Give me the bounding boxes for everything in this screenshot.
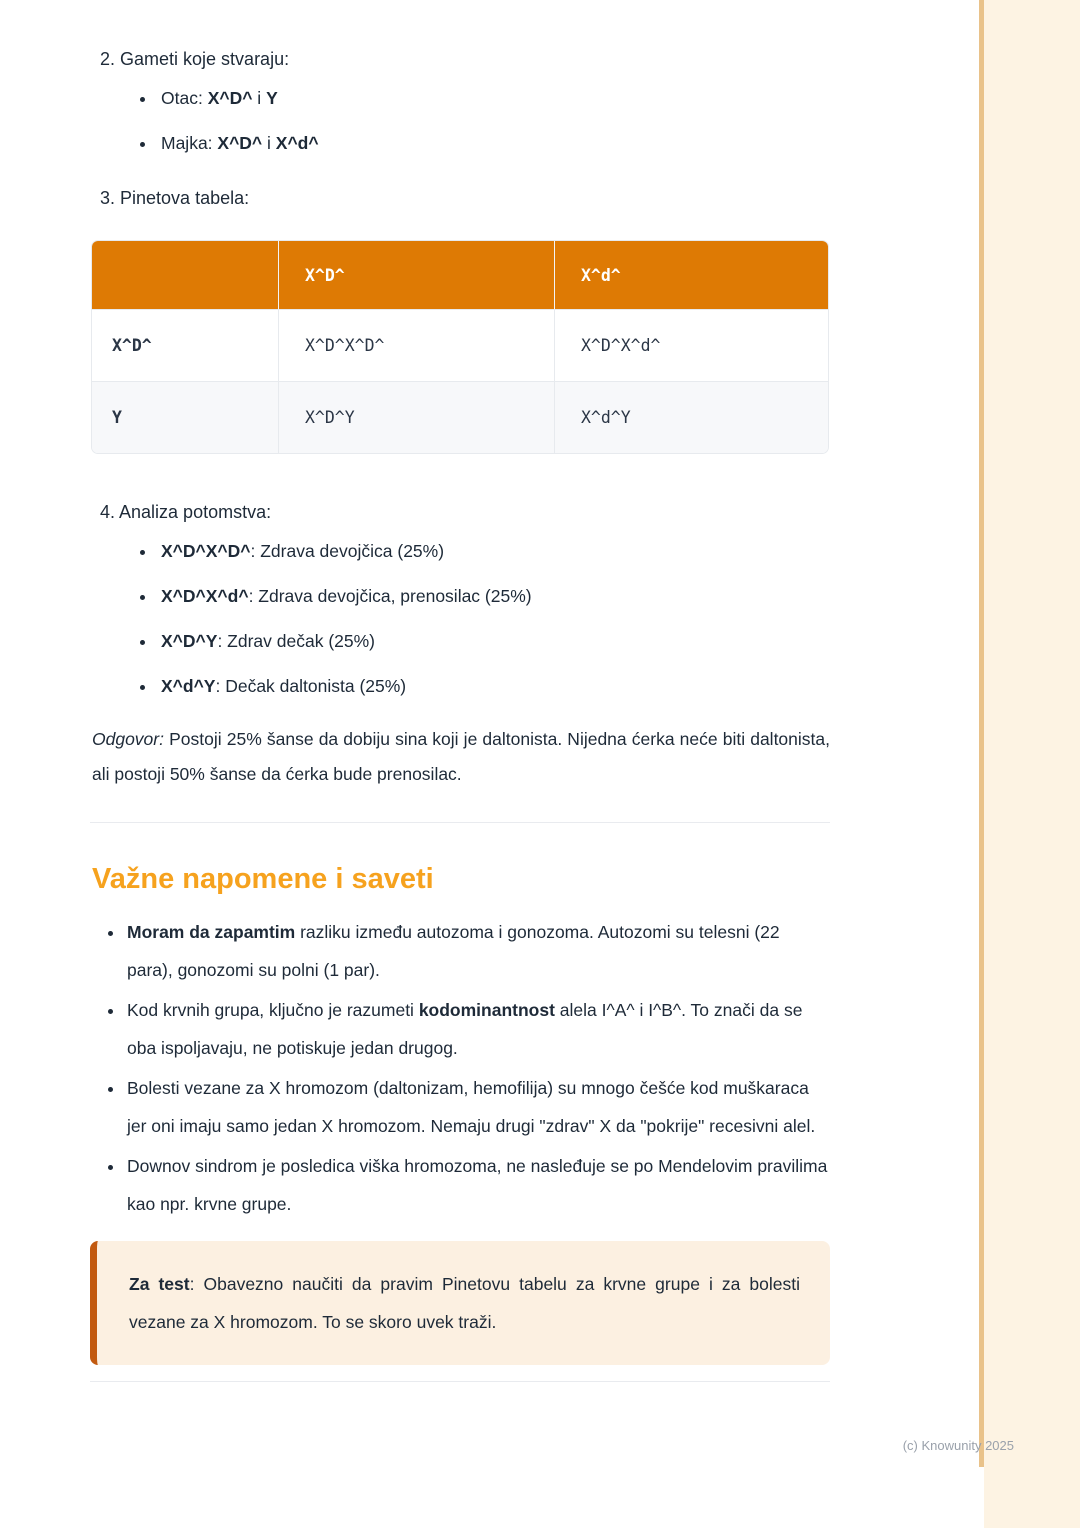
genotype: X^D^ [217,133,263,153]
table-row [92,309,828,381]
genotype: Y [266,88,278,108]
notes-list [125,913,830,1223]
note-item [125,1147,830,1223]
table-cell: X^D^X^d^ [554,309,828,381]
list-item [157,629,830,653]
copyright-footer: (c) Knowunity 2025 [902,1438,1014,1453]
list-item [157,131,830,155]
note-emphasis: kodominantnost [418,1000,555,1020]
bullet-text: i [252,88,267,108]
note-emphasis: Moram da zapamtim [127,922,296,942]
table-header-cell: X^D^ [278,241,554,309]
numbered-item-4: 4. Analiza potomstva: [100,502,272,522]
bullet-text: : Zdrava devojčica (25%) [250,541,445,561]
bullet-text: Majka: [161,133,218,153]
note-text: razliku između autozoma i gonozoma. Autozomi su telesni (22 para), gonozomi su polni (1 par). [127,922,780,980]
bullet-text: i [262,133,276,153]
callout-label: Za test [129,1274,190,1294]
genotype: X^d^Y [161,676,216,696]
answer-text: Postoji 25% šanse da dobiju sina koji je daltonista. Nijedna ćerka neće biti daltonista, ali postoji 50% šanse da ćerka bude prenosilac. [92,729,830,784]
table-cell: X^D^X^D^ [278,309,554,381]
genotype: X^D^X^d^ [161,586,249,606]
table-cell: X^D^Y [278,381,554,453]
note-text: Bolesti vezane za X hromozom (daltonizam, hemofilija) su mnogo češće kod muškaraca jer oni imaju samo jedan X hromozom. Nemaju drugi "zdrav" X da "pokrije" recesivni alel. [127,1078,816,1136]
note-item [125,991,830,1067]
genotype: X^D^X^D^ [161,541,251,561]
page-margin-stripe [984,0,1080,1528]
document-content [90,46,830,1382]
table-row-label: Y [92,381,278,453]
page-margin-line [979,0,984,1467]
gametes-list [157,86,830,155]
note-item [125,1069,830,1145]
table-header-cell: X^d^ [554,241,828,309]
bullet-text: : Zdrav dečak (25%) [217,631,375,651]
genotype: X^D^ [207,88,253,108]
note-item [125,913,830,989]
numbered-item-2: 2. Gameti koje stvaraju: [100,49,290,69]
genotype: X^D^Y [161,631,218,651]
answer-paragraph [92,722,830,792]
note-text: Downov sindrom je posledica viška hromozoma, ne nasleđuje se po Mendelovim pravilima kao npr. krvne grupe. [127,1156,828,1214]
table-row [92,381,828,453]
answer-label: Odgovor: [92,729,164,749]
table-header-row [92,241,828,309]
section-heading: Važne napomene i saveti [92,863,434,895]
list-item [157,86,830,110]
list-item [157,584,830,608]
bottom-divider [90,1381,830,1382]
numbered-item-3: 3. Pinetova tabela: [100,188,250,208]
table-row-label: X^D^ [92,309,278,381]
list-item [157,674,830,698]
list-item [157,539,830,563]
table-cell: X^d^Y [554,381,828,453]
bullet-text: : Zdrava devojčica, prenosilac (25%) [248,586,532,606]
section-divider [90,822,830,823]
callout-text: : Obavezno naučiti da pravim Pinetovu tabelu za krvne grupe i za bolesti vezane za X hromozom. To se skoro uvek traži. [129,1274,801,1332]
note-text: alela I^A^ i I^B^. To znači da se oba ispoljavaju, ne potiskuje jedan drugog. [127,1000,803,1058]
bullet-text: Otac: [161,88,208,108]
genotype: X^d^ [275,133,319,153]
analysis-list [157,539,830,698]
test-tip-callout [90,1241,830,1365]
bullet-text: : Dečak daltonista (25%) [215,676,407,696]
table-header-cell-empty [92,241,278,309]
note-text: Kod krvnih grupa, ključno je razumeti [127,1000,419,1020]
punnett-table [92,241,828,453]
